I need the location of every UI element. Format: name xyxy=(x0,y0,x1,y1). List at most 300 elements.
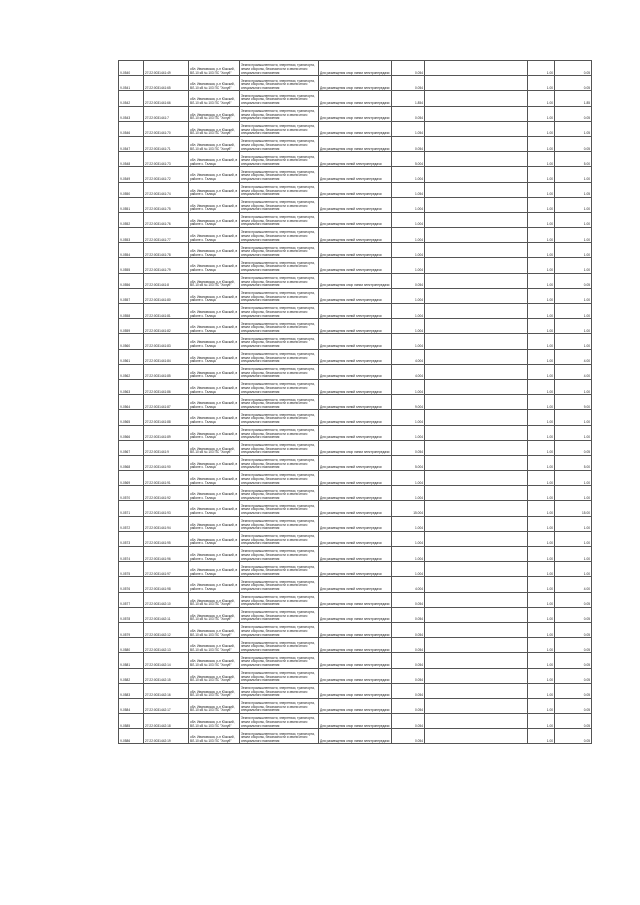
cadastral-number-cell: 27:22:0031441:72 xyxy=(144,167,189,182)
value-cell: 1.00 xyxy=(555,531,592,546)
land-category-cell: Земли промышленности, энергетики, транспорта, земли обороны, безопасности и земли иного специального назначения xyxy=(240,683,319,698)
permitted-use-cell: Для размещения линий электропередачи xyxy=(319,379,392,394)
table-row xyxy=(119,425,592,440)
cadastral-number-cell: 27:22:0031442:11 xyxy=(144,607,189,622)
address-cell: обл. Ивановская, р-н Южский, в районе с. Талица xyxy=(189,547,240,562)
address-cell: обл. Ивановская, р-н Южский, ВЛ-10 кВ № 103 ПС "Холуй" xyxy=(189,76,240,91)
coefficient-cell: 1.00 xyxy=(528,531,555,546)
row-id-cell: V-0569 xyxy=(119,471,144,486)
address-cell: обл. Ивановская, р-н Южский, в районе с. Талица xyxy=(189,288,240,303)
row-id-cell: V-0540 xyxy=(119,61,144,76)
table-row xyxy=(119,516,592,531)
coefficient-cell: 1.00 xyxy=(528,273,555,288)
blank-cell xyxy=(425,91,528,106)
permitted-use-cell: Для размещения опор линии электропередачи xyxy=(319,698,392,713)
area-cell: 0.054 xyxy=(392,698,425,713)
table-row xyxy=(119,212,592,227)
blank-cell xyxy=(425,714,528,729)
coefficient-cell: 1.00 xyxy=(528,243,555,258)
value-cell: 1.00 xyxy=(555,471,592,486)
blank-cell xyxy=(425,61,528,76)
table-row xyxy=(119,562,592,577)
area-cell: 0.054 xyxy=(392,106,425,121)
address-cell: обл. Ивановская, р-н Южский, в районе с. Талица xyxy=(189,562,240,577)
value-cell: 1.00 xyxy=(555,167,592,182)
blank-cell xyxy=(425,167,528,182)
cadastral-number-cell: 27:22:0031442:19 xyxy=(144,729,189,744)
address-cell: обл. Ивановская, р-н Южский, в районе с. Талица xyxy=(189,531,240,546)
land-category-cell: Земли промышленности, энергетики, транспорта, земли обороны, безопасности и земли иного специального назначения xyxy=(240,136,319,151)
cadastral-number-cell: 27:22:0031441:88 xyxy=(144,410,189,425)
table-row xyxy=(119,91,592,106)
land-category-cell: Земли промышленности, энергетики, транспорта, земли обороны, безопасности и земли иного специального назначения xyxy=(240,121,319,136)
blank-cell xyxy=(425,364,528,379)
table-row xyxy=(119,334,592,349)
value-cell: 1.00 xyxy=(555,197,592,212)
table-row xyxy=(119,714,592,729)
address-cell: обл. Ивановская, р-н Южский, в районе с. Талица xyxy=(189,212,240,227)
table-row xyxy=(119,486,592,501)
cadastral-number-cell: 27:22:0031442:16 xyxy=(144,683,189,698)
cadastral-number-cell: 27:22:0031441:74 xyxy=(144,182,189,197)
address-cell: обл. Ивановская, р-н Южский, ВЛ-10 кВ № 103 ПС "Холуй" xyxy=(189,729,240,744)
cadastral-number-cell: 27:22:0031441:92 xyxy=(144,486,189,501)
table-row xyxy=(119,379,592,394)
table-row xyxy=(119,622,592,637)
land-category-cell: Земли промышленности, энергетики, транспорта, земли обороны, безопасности и земли иного специального назначения xyxy=(240,395,319,410)
cadastral-number-cell: 27:22:0031441:91 xyxy=(144,471,189,486)
cadastral-number-cell: 27:22:0031441:98 xyxy=(144,577,189,592)
address-cell: обл. Ивановская, р-н Южский, в районе с. Талица xyxy=(189,379,240,394)
value-cell: 1.05 xyxy=(555,121,592,136)
value-cell: 1.00 xyxy=(555,258,592,273)
row-id-cell: V-0575 xyxy=(119,562,144,577)
value-cell: 0.05 xyxy=(555,592,592,607)
address-cell: обл. Ивановская, р-н Южский, ВЛ-10 кВ № 103 ПС "Холуй" xyxy=(189,714,240,729)
address-cell: обл. Ивановская, р-н Южский, в районе с. Талица xyxy=(189,304,240,319)
cadastral-number-cell: 27:22:0031441:78 xyxy=(144,243,189,258)
land-category-cell: Земли промышленности, энергетики, транспорта, земли обороны, безопасности и земли иного специального назначения xyxy=(240,258,319,273)
address-cell: обл. Ивановская, р-н Южский, в районе с. Талица xyxy=(189,425,240,440)
address-cell: обл. Ивановская, р-н Южский, в районе с. Талица xyxy=(189,501,240,516)
value-cell: 0.05 xyxy=(555,440,592,455)
coefficient-cell: 1.00 xyxy=(528,288,555,303)
row-id-cell: V-0560 xyxy=(119,334,144,349)
blank-cell xyxy=(425,288,528,303)
coefficient-cell: 1.00 xyxy=(528,136,555,151)
blank-cell xyxy=(425,410,528,425)
address-cell: обл. Ивановская, р-н Южский, ВЛ-10 кВ № 103 ПС "Холуй" xyxy=(189,61,240,76)
row-id-cell: V-0551 xyxy=(119,197,144,212)
land-category-cell: Земли промышленности, энергетики, транспорта, земли обороны, безопасности и земли иного специального назначения xyxy=(240,243,319,258)
table-row xyxy=(119,136,592,151)
value-cell: 1.00 xyxy=(555,304,592,319)
blank-cell xyxy=(425,304,528,319)
value-cell: 1.00 xyxy=(555,562,592,577)
address-cell: обл. Ивановская, р-н Южский, в районе с. Талица xyxy=(189,319,240,334)
land-category-cell: Земли промышленности, энергетики, транспорта, земли обороны, безопасности и земли иного специального назначения xyxy=(240,653,319,668)
coefficient-cell: 1.00 xyxy=(528,440,555,455)
value-cell: 0.05 xyxy=(555,136,592,151)
cadastral-number-cell: 27:22:0031441:97 xyxy=(144,562,189,577)
permitted-use-cell: Для размещения опор линии электропередачи xyxy=(319,61,392,76)
value-cell: 9.00 xyxy=(555,395,592,410)
coefficient-cell: 1.00 xyxy=(528,622,555,637)
cadastral-number-cell: 27:22:0031442:13 xyxy=(144,638,189,653)
value-cell: 0.05 xyxy=(555,273,592,288)
area-cell: 1.004 xyxy=(392,258,425,273)
row-id-cell: V-0543 xyxy=(119,106,144,121)
land-category-cell: Земли промышленности, энергетики, транспорта, земли обороны, безопасности и земли иного специального назначения xyxy=(240,334,319,349)
area-cell: 1.004 xyxy=(392,167,425,182)
area-cell: 0.054 xyxy=(392,607,425,622)
cadastral-number-cell: 27:22:0031441:77 xyxy=(144,228,189,243)
cadastral-number-cell: 27:22:0031441:8 xyxy=(144,273,189,288)
blank-cell xyxy=(425,577,528,592)
permitted-use-cell: Для размещения опор линии электропередачи xyxy=(319,121,392,136)
land-category-cell: Земли промышленности, энергетики, транспорта, земли обороны, безопасности и земли иного специального назначения xyxy=(240,455,319,470)
area-cell: 4.004 xyxy=(392,349,425,364)
row-id-cell: V-0571 xyxy=(119,501,144,516)
value-cell: 0.05 xyxy=(555,714,592,729)
blank-cell xyxy=(425,258,528,273)
row-id-cell: V-0570 xyxy=(119,486,144,501)
permitted-use-cell: Для размещения линий электропередачи xyxy=(319,471,392,486)
value-cell: 0.05 xyxy=(555,638,592,653)
coefficient-cell: 1.00 xyxy=(528,638,555,653)
land-category-cell: Земли промышленности, энергетики, транспорта, земли обороны, безопасности и земли иного специального назначения xyxy=(240,668,319,683)
value-cell: 1.00 xyxy=(555,319,592,334)
row-id-cell: V-0572 xyxy=(119,516,144,531)
table-row xyxy=(119,638,592,653)
area-cell: 1.004 xyxy=(392,516,425,531)
land-category-cell: Земли промышленности, энергетики, транспорта, земли обороны, безопасности и земли иного специального назначения xyxy=(240,273,319,288)
address-cell: обл. Ивановская, р-н Южский, в районе с. Талица xyxy=(189,197,240,212)
area-cell: 4.004 xyxy=(392,364,425,379)
address-cell: обл. Ивановская, р-н Южский, ВЛ-10 кВ № 103 ПС "Холуй" xyxy=(189,440,240,455)
coefficient-cell: 1.00 xyxy=(528,607,555,622)
row-id-cell: V-0549 xyxy=(119,167,144,182)
coefficient-cell: 1.00 xyxy=(528,319,555,334)
land-category-cell: Земли промышленности, энергетики, транспорта, земли обороны, безопасности и земли иного специального назначения xyxy=(240,228,319,243)
coefficient-cell: 1.00 xyxy=(528,106,555,121)
area-cell: 0.054 xyxy=(392,653,425,668)
blank-cell xyxy=(425,425,528,440)
coefficient-cell: 1.00 xyxy=(528,228,555,243)
area-cell: 1.054 xyxy=(392,182,425,197)
land-category-cell: Земли промышленности, энергетики, транспорта, земли обороны, безопасности и земли иного специального назначения xyxy=(240,379,319,394)
permitted-use-cell: Для размещения опор линии электропередачи xyxy=(319,729,392,744)
value-cell: 0.05 xyxy=(555,698,592,713)
row-id-cell: V-0552 xyxy=(119,212,144,227)
permitted-use-cell: Для размещения опор линии электропередачи xyxy=(319,106,392,121)
value-cell: 0.05 xyxy=(555,106,592,121)
cadastral-number-cell: 27:22:0031441:70 xyxy=(144,121,189,136)
table-row xyxy=(119,167,592,182)
address-cell: обл. Ивановская, р-н Южский, ВЛ-10 кВ № 103 ПС "Холуй" xyxy=(189,106,240,121)
permitted-use-cell: Для размещения линий электропередачи xyxy=(319,197,392,212)
row-id-cell: V-0548 xyxy=(119,152,144,167)
value-cell: 4.00 xyxy=(555,577,592,592)
area-cell: 1.004 xyxy=(392,197,425,212)
row-id-cell: V-0555 xyxy=(119,258,144,273)
blank-cell xyxy=(425,334,528,349)
blank-cell xyxy=(425,106,528,121)
land-category-cell: Земли промышленности, энергетики, транспорта, земли обороны, безопасности и земли иного специального назначения xyxy=(240,425,319,440)
row-id-cell: V-0561 xyxy=(119,349,144,364)
cadastral-number-cell: 27:22:0031441:87 xyxy=(144,395,189,410)
blank-cell xyxy=(425,182,528,197)
land-category-cell: Земли промышленности, энергетики, транспорта, земли обороны, безопасности и земли иного специального назначения xyxy=(240,182,319,197)
value-cell: 1.00 xyxy=(555,486,592,501)
address-cell: обл. Ивановская, р-н Южский, в районе с. Талица xyxy=(189,455,240,470)
blank-cell xyxy=(425,531,528,546)
blank-cell xyxy=(425,319,528,334)
table-body xyxy=(119,61,592,744)
land-plot-table xyxy=(118,60,592,744)
address-cell: обл. Ивановская, р-н Южский, в районе с. Талица xyxy=(189,167,240,182)
permitted-use-cell: Для размещения линий электропередачи xyxy=(319,288,392,303)
value-cell: 1.85 xyxy=(555,91,592,106)
land-category-cell: Земли промышленности, энергетики, транспорта, земли обороны, безопасности и земли иного специального назначения xyxy=(240,304,319,319)
coefficient-cell: 1.00 xyxy=(528,547,555,562)
cadastral-number-cell: 27:22:0031441:94 xyxy=(144,516,189,531)
blank-cell xyxy=(425,638,528,653)
area-cell: 0.054 xyxy=(392,683,425,698)
land-category-cell: Земли промышленности, энергетики, транспорта, земли обороны, безопасности и земли иного специального назначения xyxy=(240,577,319,592)
permitted-use-cell: Для размещения опор линии электропередачи xyxy=(319,91,392,106)
permitted-use-cell: Для размещения линий электропередачи xyxy=(319,516,392,531)
coefficient-cell: 1.00 xyxy=(528,729,555,744)
permitted-use-cell: Для размещения линий электропередачи xyxy=(319,243,392,258)
row-id-cell: V-0579 xyxy=(119,622,144,637)
table-row xyxy=(119,531,592,546)
area-cell: 1.054 xyxy=(392,121,425,136)
cadastral-number-cell: 27:22:0031442:14 xyxy=(144,653,189,668)
table-row xyxy=(119,76,592,91)
row-id-cell: V-0577 xyxy=(119,592,144,607)
permitted-use-cell: Для размещения опор линии электропередачи xyxy=(319,592,392,607)
address-cell: обл. Ивановская, р-н Южский, в районе с. Талица xyxy=(189,410,240,425)
table-row xyxy=(119,592,592,607)
area-cell: 1.004 xyxy=(392,319,425,334)
value-cell: 0.05 xyxy=(555,61,592,76)
land-category-cell: Земли промышленности, энергетики, транспорта, земли обороны, безопасности и земли иного специального назначения xyxy=(240,471,319,486)
table-row xyxy=(119,288,592,303)
permitted-use-cell: Для размещения линий электропередачи xyxy=(319,152,392,167)
cadastral-number-cell: 27:22:0031441:71 xyxy=(144,136,189,151)
row-id-cell: V-0541 xyxy=(119,76,144,91)
land-category-cell: Земли промышленности, энергетики, транспорта, земли обороны, безопасности и земли иного специального назначения xyxy=(240,61,319,76)
address-cell: обл. Ивановская, р-н Южский, в районе с. Талица xyxy=(189,243,240,258)
permitted-use-cell: Для размещения линий электропередачи xyxy=(319,319,392,334)
blank-cell xyxy=(425,729,528,744)
area-cell: 5.004 xyxy=(392,152,425,167)
row-id-cell: V-0564 xyxy=(119,395,144,410)
address-cell: обл. Ивановская, р-н Южский, в районе с. Талица xyxy=(189,228,240,243)
permitted-use-cell: Для размещения линий электропередачи xyxy=(319,228,392,243)
area-cell: 0.054 xyxy=(392,76,425,91)
blank-cell xyxy=(425,395,528,410)
blank-cell xyxy=(425,486,528,501)
permitted-use-cell: Для размещения опор линии электропередачи xyxy=(319,76,392,91)
blank-cell xyxy=(425,197,528,212)
row-id-cell: V-0568 xyxy=(119,455,144,470)
coefficient-cell: 1.00 xyxy=(528,410,555,425)
area-cell: 1.004 xyxy=(392,471,425,486)
permitted-use-cell: Для размещения линий электропередачи xyxy=(319,167,392,182)
land-category-cell: Земли промышленности, энергетики, транспорта, земли обороны, безопасности и земли иного специального назначения xyxy=(240,607,319,622)
permitted-use-cell: Для размещения опор линии электропередачи xyxy=(319,714,392,729)
blank-cell xyxy=(425,455,528,470)
value-cell: 1.00 xyxy=(555,379,592,394)
table-row xyxy=(119,501,592,516)
land-category-cell: Земли промышленности, энергетики, транспорта, земли обороны, безопасности и земли иного специального назначения xyxy=(240,440,319,455)
row-id-cell: V-0583 xyxy=(119,683,144,698)
cadastral-number-cell: 27:22:0031441:49 xyxy=(144,61,189,76)
cadastral-number-cell: 27:22:0031441:96 xyxy=(144,547,189,562)
area-cell: 0.054 xyxy=(392,622,425,637)
coefficient-cell: 1.00 xyxy=(528,698,555,713)
cadastral-number-cell: 27:22:0031441:7 xyxy=(144,106,189,121)
coefficient-cell: 1.00 xyxy=(528,486,555,501)
permitted-use-cell: Для размещения линий электропередачи xyxy=(319,258,392,273)
area-cell: 0.054 xyxy=(392,638,425,653)
permitted-use-cell: Для размещения опор линии электропередачи xyxy=(319,607,392,622)
blank-cell xyxy=(425,592,528,607)
coefficient-cell: 1.00 xyxy=(528,197,555,212)
value-cell: 1.00 xyxy=(555,288,592,303)
address-cell: обл. Ивановская, р-н Южский, в районе с. Талица xyxy=(189,349,240,364)
value-cell: 0.05 xyxy=(555,668,592,683)
blank-cell xyxy=(425,607,528,622)
value-cell: 4.00 xyxy=(555,349,592,364)
permitted-use-cell: Для размещения линий электропередачи xyxy=(319,501,392,516)
area-cell: 15.004 xyxy=(392,501,425,516)
permitted-use-cell: Для размещения линий электропередачи xyxy=(319,182,392,197)
coefficient-cell: 1.00 xyxy=(528,76,555,91)
table-row xyxy=(119,577,592,592)
blank-cell xyxy=(425,243,528,258)
blank-cell xyxy=(425,516,528,531)
blank-cell xyxy=(425,76,528,91)
coefficient-cell: 1.00 xyxy=(528,334,555,349)
row-id-cell: V-0562 xyxy=(119,364,144,379)
cadastral-number-cell: 27:22:0031441:83 xyxy=(144,334,189,349)
address-cell: обл. Ивановская, р-н Южский, в районе с. Талица xyxy=(189,334,240,349)
row-id-cell: V-0582 xyxy=(119,668,144,683)
row-id-cell: V-0574 xyxy=(119,547,144,562)
coefficient-cell: 1.00 xyxy=(528,61,555,76)
land-category-cell: Земли промышленности, энергетики, транспорта, земли обороны, безопасности и земли иного специального назначения xyxy=(240,698,319,713)
land-category-cell: Земли промышленности, энергетики, транспорта, земли обороны, безопасности и земли иного специального назначения xyxy=(240,212,319,227)
address-cell: обл. Ивановская, р-н Южский, ВЛ-10 кВ № 103 ПС "Холуй" xyxy=(189,653,240,668)
coefficient-cell: 1.00 xyxy=(528,91,555,106)
land-category-cell: Земли промышленности, энергетики, транспорта, земли обороны, безопасности и земли иного специального назначения xyxy=(240,501,319,516)
coefficient-cell: 1.00 xyxy=(528,516,555,531)
permitted-use-cell: Для размещения линий электропередачи xyxy=(319,547,392,562)
land-category-cell: Земли промышленности, энергетики, транспорта, земли обороны, безопасности и земли иного специального назначения xyxy=(240,288,319,303)
land-category-cell: Земли промышленности, энергетики, транспорта, земли обороны, безопасности и земли иного специального назначения xyxy=(240,486,319,501)
blank-cell xyxy=(425,698,528,713)
land-category-cell: Земли промышленности, энергетики, транспорта, земли обороны, безопасности и земли иного специального назначения xyxy=(240,167,319,182)
area-cell: 0.054 xyxy=(392,714,425,729)
permitted-use-cell: Для размещения опор линии электропередачи xyxy=(319,440,392,455)
row-id-cell: V-0558 xyxy=(119,304,144,319)
area-cell: 0.054 xyxy=(392,668,425,683)
blank-cell xyxy=(425,212,528,227)
value-cell: 1.00 xyxy=(555,334,592,349)
permitted-use-cell: Для размещения линий электропередачи xyxy=(319,334,392,349)
coefficient-cell: 1.00 xyxy=(528,455,555,470)
blank-cell xyxy=(425,379,528,394)
cadastral-number-cell: 27:22:0031442:10 xyxy=(144,592,189,607)
blank-cell xyxy=(425,349,528,364)
land-category-cell: Земли промышленности, энергетики, транспорта, земли обороны, безопасности и земли иного специального назначения xyxy=(240,349,319,364)
coefficient-cell: 1.00 xyxy=(528,668,555,683)
cadastral-number-cell: 27:22:0031441:89 xyxy=(144,425,189,440)
permitted-use-cell: Для размещения линий электропередачи xyxy=(319,349,392,364)
value-cell: 1.00 xyxy=(555,410,592,425)
coefficient-cell: 1.00 xyxy=(528,683,555,698)
value-cell: 0.05 xyxy=(555,622,592,637)
address-cell: обл. Ивановская, р-н Южский, в районе с. Талица xyxy=(189,577,240,592)
coefficient-cell: 1.00 xyxy=(528,653,555,668)
cadastral-number-cell: 27:22:0031441:86 xyxy=(144,379,189,394)
table-row xyxy=(119,547,592,562)
land-category-cell: Земли промышленности, энергетики, транспорта, земли обороны, безопасности и земли иного специального назначения xyxy=(240,592,319,607)
address-cell: обл. Ивановская, р-н Южский, в районе с. Талица xyxy=(189,471,240,486)
cadastral-number-cell: 27:22:0031442:15 xyxy=(144,668,189,683)
cadastral-number-cell: 27:22:0031441:79 xyxy=(144,258,189,273)
permitted-use-cell: Для размещения линий электропередачи xyxy=(319,425,392,440)
value-cell: 1.00 xyxy=(555,547,592,562)
table-row xyxy=(119,349,592,364)
table-row xyxy=(119,152,592,167)
address-cell: обл. Ивановская, р-н Южский, ВЛ-10 кВ № 103 ПС "Холуй" xyxy=(189,607,240,622)
land-category-cell: Земли промышленности, энергетики, транспорта, земли обороны, безопасности и земли иного специального назначения xyxy=(240,197,319,212)
coefficient-cell: 1.00 xyxy=(528,501,555,516)
area-cell: 1.854 xyxy=(392,91,425,106)
permitted-use-cell: Для размещения линий электропередачи xyxy=(319,455,392,470)
coefficient-cell: 1.00 xyxy=(528,182,555,197)
address-cell: обл. Ивановская, р-н Южский, ВЛ-10 кВ № 103 ПС "Холуй" xyxy=(189,698,240,713)
permitted-use-cell: Для размещения линий электропередачи xyxy=(319,212,392,227)
table-row xyxy=(119,683,592,698)
table-row xyxy=(119,197,592,212)
area-cell: 0.054 xyxy=(392,273,425,288)
blank-cell xyxy=(425,653,528,668)
address-cell: обл. Ивановская, р-н Южский, в районе с. Талица xyxy=(189,516,240,531)
value-cell: 0.05 xyxy=(555,729,592,744)
land-category-cell: Земли промышленности, энергетики, транспорта, земли обороны, безопасности и земли иного специального назначения xyxy=(240,547,319,562)
coefficient-cell: 1.00 xyxy=(528,425,555,440)
row-id-cell: V-0566 xyxy=(119,425,144,440)
land-category-cell: Земли промышленности, энергетики, транспорта, земли обороны, безопасности и земли иного специального назначения xyxy=(240,729,319,744)
coefficient-cell: 1.00 xyxy=(528,379,555,394)
value-cell: 1.00 xyxy=(555,243,592,258)
area-cell: 0.054 xyxy=(392,136,425,151)
land-category-cell: Земли промышленности, энергетики, транспорта, земли обороны, безопасности и земли иного специального назначения xyxy=(240,531,319,546)
area-cell: 0.054 xyxy=(392,440,425,455)
table-row xyxy=(119,410,592,425)
table-row xyxy=(119,273,592,288)
value-cell: 0.05 xyxy=(555,607,592,622)
address-cell: обл. Ивановская, р-н Южский, ВЛ-10 кВ № 103 ПС "Холуй" xyxy=(189,683,240,698)
land-category-cell: Земли промышленности, энергетики, транспорта, земли обороны, безопасности и земли иного специального назначения xyxy=(240,76,319,91)
table-row xyxy=(119,258,592,273)
table-row xyxy=(119,319,592,334)
